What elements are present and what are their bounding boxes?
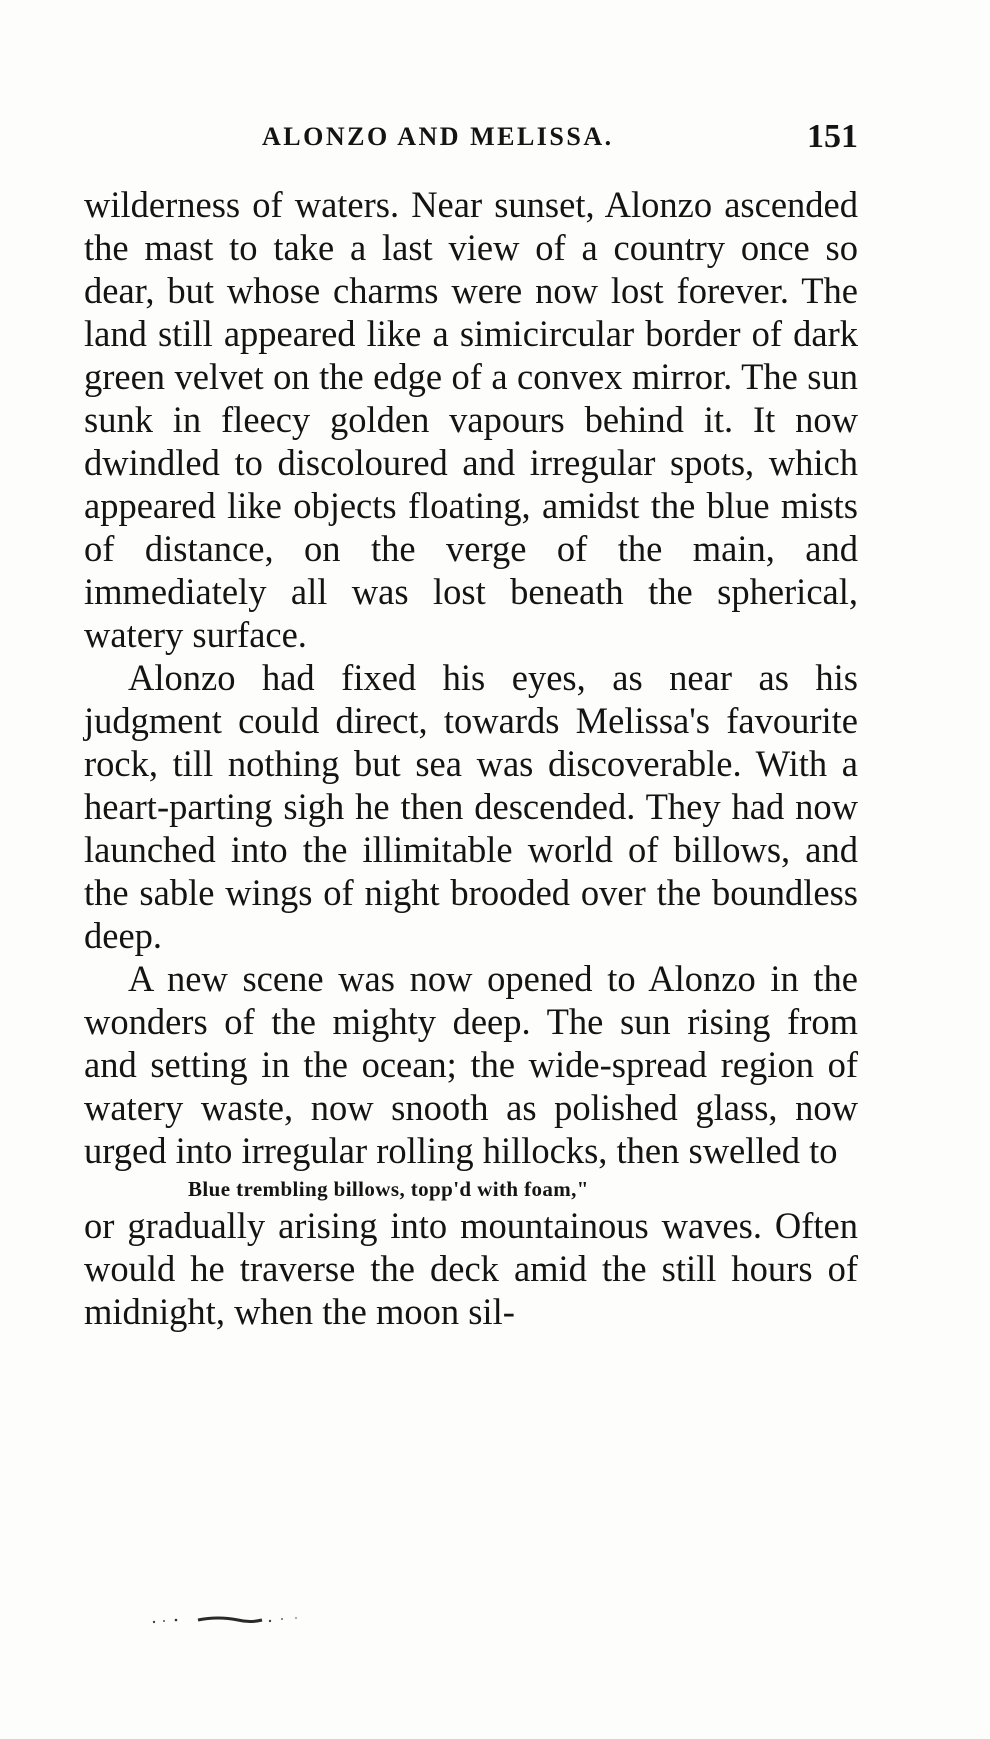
ink-specks-decoration [150, 1612, 330, 1630]
block-quote: Blue trembling billows, topp'd with foam," [188, 1177, 589, 1201]
page-header [84, 118, 858, 164]
paragraph-2: Alonzo had fixed his eyes, as near as his judgment could direct, towards Melissa's favourite rock, till nothing but sea was discoverable. With a heart-parting sigh he then descended. They had now launched into the illimitable world of billows, and the sable wings of night brooded over the boundless deep. [84, 657, 858, 956]
body-text [84, 183, 858, 1333]
paragraph-continuation: or gradually arising into mountainous waves. Often would he traverse the deck amid the still hours of midnight, when the moon sil- [84, 1205, 858, 1332]
paragraph-1: wilderness of waters. Near sunset, Alonzo ascended the mast to take a last view of a country once so dear, but whose charms were now lost forever. The land still appeared like a simicircular border of dark green velvet on the edge of a convex mirror. The sun sunk in fleecy golden vapours behind it. It now dwindled to discoloured and irregular spots, which appeared like objects floating, amidst the blue mists of distance, on the verge of the main, and immediately all was lost beneath the spherical, watery surface. [84, 184, 858, 655]
paragraph-3: A new scene was now opened to Alonzo in the wonders of the mighty deep. The sun rising from and setting in the ocean; the wide-spread region of watery waste, now snooth as polished glass, now urged into irregular rolling hillocks, then swelled to [84, 958, 858, 1171]
running-head: ALONZO AND MELISSA. [262, 122, 614, 151]
page-number: 151 [807, 118, 858, 155]
